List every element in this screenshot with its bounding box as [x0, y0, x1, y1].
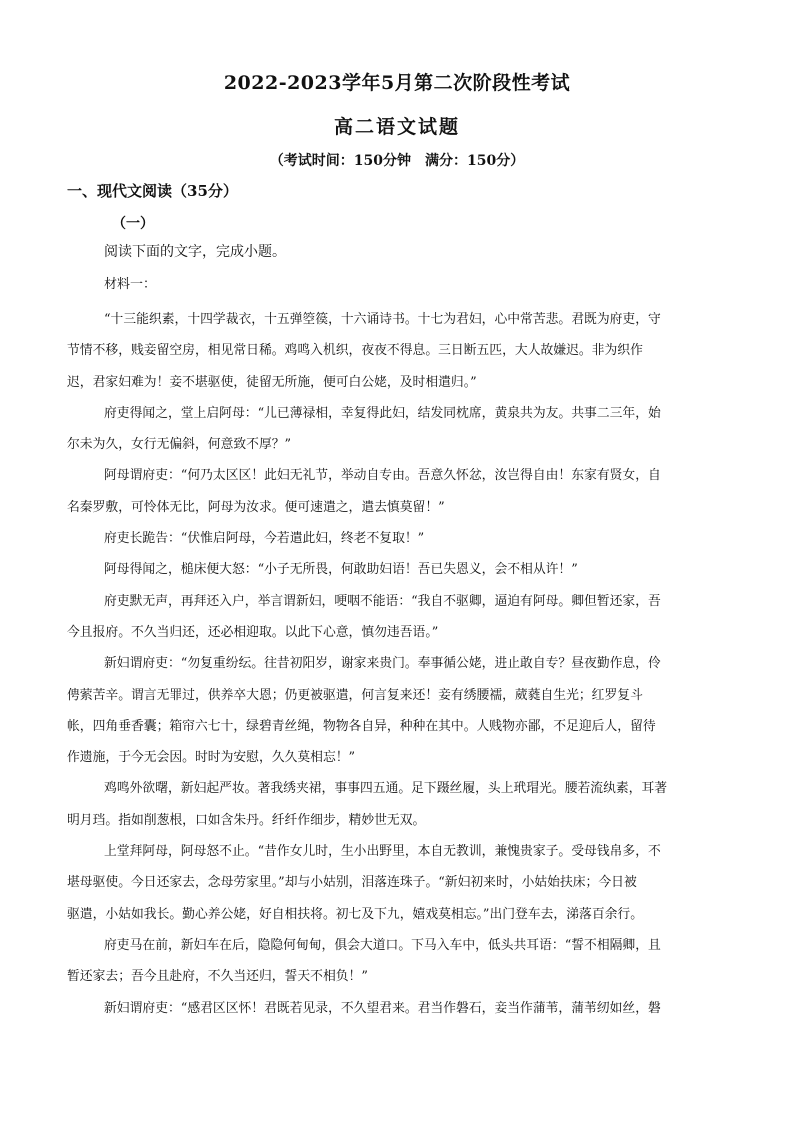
passage-line: 新妇谓府吏：“勿复重纷纭。往昔初阳岁，谢家来贵门。奉事循公姥，进止敢自专？昼夜勤作息，伶: [104, 656, 661, 672]
passage-line: 驱遣，小姑如我长。勤心养公姥，好自相扶将。初七及下九，嬉戏莫相忘。”出门登车去，涕落百余行。: [67, 906, 644, 922]
passage-line: 府吏得闻之，堂上启阿母：“儿已薄禄相，幸复得此妇，结发同枕席，黄泉共为友。共事二三年，始: [104, 405, 661, 421]
subject-title: 高二语文试题: [333, 116, 460, 138]
passage-line: 府吏长跪告：“伏惟启阿母，今若遣此妇，终老不复取！”: [104, 531, 425, 547]
passage-line: 名秦罗敷，可怜体无比，阿母为汝求。便可速遣之，遣去慎莫留！”: [67, 499, 445, 515]
passage-line: 阿母得闻之，槌床便大怒：“小子无所畏，何敢助妇语！吾已失恩义，会不相从许！”: [104, 562, 578, 578]
passage-line: “十三能织素，十四学裁衣，十五弹箜篌，十六诵诗书。十七为君妇，心中常苦悲。君既为府吏，守: [104, 312, 661, 327]
passage-paragraph: [67, 460, 718, 523]
passage-paragraph: [67, 773, 718, 836]
exam-info: （考试时间：150分钟 满分：150分）: [269, 153, 525, 169]
subsection-heading: （一）: [112, 216, 154, 232]
passage-line: 新妇谓府吏：“感君区区怀！君既若见录，不久望君来。君当作磐石，妾当作蒲苇，蒲苇纫如丝，磐: [104, 1000, 661, 1016]
passage-line: 府吏默无声，再拜还入户，举言谓新妇，哽咽不能语：“我自不驱卿，逼迫有阿母。卿但暂还家，吾: [104, 593, 661, 609]
passage-line: 今且报府。不久当归还，还必相迎取。以此下心意，慎勿违吾语。”: [67, 624, 439, 640]
passage-line: 帐，四角垂香囊；箱帘六七十，绿碧青丝绳，物物各自异，种种在其中。人贱物亦鄙，不足迎后人，留待: [67, 718, 656, 734]
passage-body: [67, 304, 718, 1024]
passage-paragraph: [67, 586, 718, 649]
passage-line: 上堂拜阿母，阿母怒不止。“昔作女儿时，生小出野里，本自无教训，兼愧贵家子。受母钱帛多，不: [104, 844, 661, 860]
passage-paragraph: [67, 930, 718, 993]
instruction-text: 阅读下面的文字，完成小题。: [104, 244, 286, 260]
passage-line: 府吏马在前，新妇车在后，隐隐何甸甸，俱会大道口。下马入车中，低头共耳语：“誓不相隔卿，且: [104, 937, 661, 953]
passage-line: 俜萦苦辛。谓言无罪过，供养卒大恩；仍更被驱遣，何言复来还！妾有绣腰襦，葳蕤自生光；红罗复斗: [67, 687, 643, 703]
passage-line: 迟，君家妇难为！妾不堪驱使，徒留无所施，便可白公姥，及时相遣归。”: [67, 374, 477, 390]
passage-paragraph: [104, 993, 718, 1024]
exam-title: 2022-2023学年5月第二次阶段性考试: [223, 72, 571, 94]
passage-paragraph: [104, 523, 718, 554]
passage-line: 堪母驱使。今日还家去，念母劳家里。”却与小姑别，泪落连珠子。“新妇初来时，小姑始扶床；今日被: [67, 875, 637, 891]
passage-line: 阿母谓府吏：“何乃太区区！此妇无礼节，举动自专由。吾意久怀忿，汝岂得自由！东家有贤女，自: [104, 468, 661, 484]
passage-paragraph: [67, 304, 718, 398]
passage-paragraph: [67, 398, 718, 461]
material-label: 材料一：: [104, 277, 157, 292]
passage-line: 节情不移，贱妾留空房，相见常日稀。鸡鸣入机织，夜夜不得息。三日断五匹，大人故嫌迟。非为织作: [67, 343, 643, 359]
section-heading: 一、现代文阅读（35分）: [67, 182, 238, 200]
passage-line: 作遗施，于今无会因。时时为安慰，久久莫相忘！”: [67, 750, 356, 766]
passage-line: 尔未为久，女行无偏斜，何意致不厚？”: [67, 437, 292, 453]
passage-paragraph: [104, 554, 718, 585]
passage-paragraph: [67, 648, 718, 773]
passage-paragraph: [67, 836, 718, 930]
passage-line: 明月珰。指如削葱根，口如含朱丹。纤纤作细步，精妙世无双。: [67, 812, 426, 828]
passage-line: 暂还家去；吾今且赴府，不久当还归，誓天不相负！”: [67, 969, 368, 985]
passage-line: 鸡鸣外欲曙，新妇起严妆。著我绣夹裙，事事四五通。足下蹑丝履，头上玳瑁光。腰若流纨素，耳著: [104, 781, 668, 797]
